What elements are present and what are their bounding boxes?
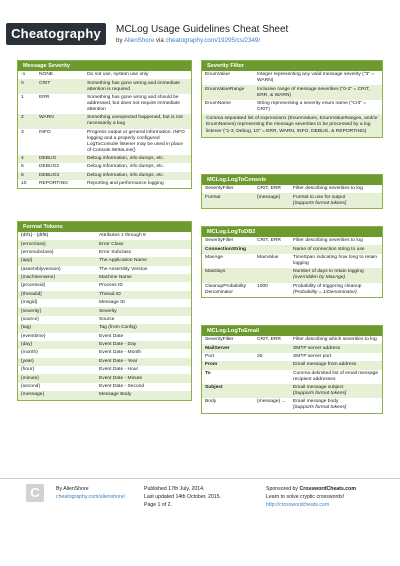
severity-value: 10 — [21, 181, 27, 187]
table-row — [18, 155, 191, 163]
table-row — [18, 383, 191, 391]
token-name: {machinename} — [18, 274, 96, 282]
table-row — [202, 370, 382, 384]
page-title: MCLog Usage Guidelines Cheat Sheet — [116, 24, 289, 35]
setting-default — [254, 245, 290, 253]
severity-name: DEBUG — [36, 155, 84, 163]
setting-description — [290, 185, 382, 193]
token-description: Event Date - Month — [99, 350, 142, 356]
setting-name: ConnectionString — [202, 245, 254, 253]
message-severity-section — [17, 60, 192, 189]
section-title: MCLog.LogToEmail — [202, 326, 382, 336]
setting-name: MaxAge — [205, 254, 223, 260]
cheatography-logo[interactable]: Cheatography — [6, 23, 106, 45]
filter-description: Inclusive range of message severities ("0-2" = CRIT, ERR, & WARN) — [254, 85, 382, 99]
setting-description-text: Email message subject — [293, 385, 344, 391]
token-name: {year} — [18, 358, 96, 366]
table-row — [18, 333, 191, 341]
filter-expression: EnumValueRange — [202, 85, 254, 99]
table-row — [18, 358, 191, 366]
setting-name: Subject — [202, 384, 254, 398]
token-name: {message} — [18, 391, 96, 399]
setting-name: From — [202, 361, 254, 369]
table-row — [202, 71, 382, 85]
token-name: {assemblyversion} — [21, 266, 61, 272]
log-to-console-section — [201, 174, 383, 209]
table-row — [18, 79, 191, 93]
table-row — [202, 100, 382, 114]
section-title: Message Severity — [18, 61, 191, 71]
setting-description — [290, 398, 382, 412]
token-description: Message ID — [99, 300, 126, 306]
severity-name: INFO — [39, 129, 51, 135]
setting-name: CleanupProbability Denominator — [205, 283, 247, 295]
table-row — [202, 398, 382, 412]
token-name: {errorclass} — [18, 240, 96, 248]
severity-name: DEBUG2 — [39, 164, 60, 170]
token-name: {minute} — [18, 374, 96, 382]
setting-default: {message} ... — [257, 399, 286, 405]
table-row — [202, 384, 382, 398]
setting-name: MailServer — [202, 344, 254, 352]
severity-description: Something has gone wrong and should be addressed, but does not require immediate attention — [87, 94, 180, 112]
filter-description: Integer representing any valid message severity ("3" = WARN) — [257, 72, 375, 84]
severity-description: Reporting and performance logging — [87, 181, 164, 187]
setting-default: CRIT, ERR — [257, 186, 281, 192]
setting-description — [290, 237, 382, 245]
severity-name: NONE — [39, 72, 54, 78]
section-title: Severity Filter — [202, 61, 382, 71]
table-row — [18, 374, 191, 382]
sponsor-prefix: Sponsored by — [266, 486, 300, 492]
table-row — [18, 299, 191, 307]
table-row — [18, 266, 191, 274]
setting-name: SeverityFilter — [205, 337, 234, 343]
table-row — [202, 353, 382, 361]
severity-description: Progress output or general information. INFO logging and a properly configured LogToConsole listener may be used in place of Console.WriteLine() — [87, 129, 185, 153]
table-row — [202, 336, 382, 344]
author-avatar-icon: C — [26, 484, 44, 502]
setting-name: SeverityFilter — [205, 186, 234, 192]
severity-value: 2 — [18, 114, 36, 128]
setting-description-text: Email message from address — [293, 362, 357, 368]
table-row — [202, 254, 382, 268]
table-row — [202, 344, 382, 352]
setting-default: CRIT, ERR — [257, 238, 281, 244]
table-row — [18, 282, 191, 290]
severity-name: REPORTING — [39, 181, 68, 187]
table-row — [18, 163, 191, 171]
section-title: MCLog.LogToConsole — [202, 175, 382, 185]
token-name: {errorsubclass} — [21, 249, 54, 255]
filter-description: String representing a severity enum name ("Crit" = CRIT) — [257, 100, 367, 112]
severity-name: DEBUG3 — [36, 172, 84, 180]
table-row — [18, 180, 191, 188]
token-name: {severity} — [18, 307, 96, 315]
log-to-db2-section — [201, 226, 383, 298]
footer-by: By AlienShore — [56, 486, 89, 492]
severity-description: Debug information, info dumps, etc. — [84, 155, 191, 163]
setting-description-text: TimeSpan indicating how long to retain logging — [293, 254, 378, 266]
token-description: Event Date - Year — [96, 358, 191, 366]
severity-name: WARN — [36, 114, 84, 128]
table-row — [202, 268, 382, 282]
format-tokens-section — [17, 221, 192, 401]
setting-default — [254, 384, 290, 398]
severity-description: Debug information, info dumps, etc. — [87, 164, 165, 170]
setting-default — [254, 344, 290, 352]
page-header — [0, 0, 400, 54]
token-description: Severity — [96, 307, 191, 315]
table-row — [18, 316, 191, 324]
table-row — [18, 114, 191, 128]
token-description: Message Body — [96, 391, 191, 399]
token-name: {msgid} — [21, 300, 38, 306]
table-row — [202, 237, 382, 245]
footer-author — [56, 485, 125, 501]
setting-description-text: Filter describing severities to log — [293, 238, 363, 244]
setting-description-text: Filter describing severities to log — [293, 186, 363, 192]
setting-description-text: SMTP server address — [293, 345, 341, 351]
setting-description-text: Email message body — [293, 399, 339, 405]
setting-description — [290, 283, 382, 297]
table-row — [202, 85, 382, 99]
token-name: {source} — [21, 316, 39, 322]
token-description: Event Date - Second — [99, 383, 145, 389]
token-name: {tag} — [18, 324, 96, 332]
table-row — [18, 257, 191, 265]
severity-value: -1 — [21, 72, 26, 78]
format-tokens-table — [18, 232, 191, 400]
setting-default: {message} — [254, 193, 290, 207]
setting-description — [290, 336, 382, 344]
setting-description-text: Probability of triggering cleanup — [293, 283, 362, 289]
table-row — [18, 341, 191, 349]
severity-name: CRIT — [36, 79, 84, 93]
setting-description — [290, 245, 382, 253]
setting-name: Body — [205, 399, 217, 405]
table-row — [18, 71, 191, 79]
setting-description-text: Format to use for output — [293, 194, 346, 200]
footer-dates — [144, 485, 221, 509]
severity-filter-section — [201, 60, 383, 138]
severity-value: 1 — [21, 94, 24, 100]
severity-description: Do not use, system use only — [87, 72, 149, 78]
page-footer — [0, 478, 400, 519]
severity-filter-table — [202, 71, 382, 114]
filter-expression: EnumName — [205, 100, 231, 106]
sponsor-tagline: Learn to solve cryptic crosswords! — [266, 494, 345, 500]
setting-description-note: (overridden by MaxAge) — [293, 275, 346, 281]
author-link[interactable]: AlienShore — [123, 37, 155, 44]
table-row — [202, 245, 382, 253]
section-title: MCLog.LogToDB2 — [202, 227, 382, 237]
setting-description-note: (Probability = 1/Denominator) — [293, 289, 357, 295]
setting-name: Format — [202, 193, 254, 207]
token-name: {threadid} — [18, 291, 96, 299]
token-description: Source — [99, 316, 115, 322]
token-description: Event Date - Hour — [99, 367, 139, 373]
severity-value: 0 — [18, 79, 36, 93]
token-description: Machine Name — [96, 274, 191, 282]
table-row — [18, 366, 191, 374]
table-row — [18, 291, 191, 299]
sponsor-url-link[interactable]: http://crosswordcheats.com — [266, 502, 330, 508]
token-name: {hour} — [21, 367, 35, 373]
token-description: Tag (from Config) — [96, 324, 191, 332]
table-row — [18, 307, 191, 315]
setting-description-text: Number of days to retain logging — [293, 269, 364, 275]
table-row — [18, 240, 191, 248]
byline-prefix: by — [116, 37, 124, 44]
setting-name: SeverityFilter — [205, 238, 234, 244]
page-number: Page 1 of 2. — [144, 502, 172, 508]
token-name: {processid} — [21, 283, 46, 289]
setting-default: MaxValue — [257, 254, 279, 260]
token-description: Attributes 1 through 8 — [99, 233, 146, 239]
token-name: {app} — [18, 257, 96, 265]
setting-description — [290, 384, 382, 398]
log-to-email-table — [202, 336, 382, 413]
table-row — [18, 94, 191, 114]
severity-value: 3 — [21, 129, 24, 135]
section-title: Format Tokens — [18, 222, 191, 232]
table-row — [18, 172, 191, 180]
setting-description-text: Name of connection string to use — [293, 246, 365, 252]
message-severity-table — [18, 71, 191, 188]
setting-default — [254, 361, 290, 369]
table-row — [202, 361, 382, 369]
severity-description: Something has gone wrong and immediate attention is required — [84, 79, 191, 93]
token-description: Event Date - Day — [96, 341, 191, 349]
updated-date: Last updated 14th October, 2015. — [144, 494, 222, 500]
severity-value: 6 — [18, 172, 36, 180]
sponsor-link[interactable]: CrosswordCheats.com — [299, 486, 356, 492]
setting-default — [254, 268, 290, 282]
severity-description: Debug information, info dumps, etc. — [84, 172, 191, 180]
table-row — [202, 185, 382, 193]
token-description: Thread ID — [96, 291, 191, 299]
setting-description-note: [Supports format tokens] — [293, 391, 347, 397]
setting-default — [254, 370, 290, 384]
byline-via: via — [154, 37, 166, 44]
sheet-url-link[interactable]: cheatography.com/19295/cs/2349/ — [165, 37, 261, 44]
token-description: The Assembly Version — [99, 266, 148, 272]
table-row — [18, 274, 191, 282]
setting-description-note: [Supports format tokens] — [293, 405, 347, 411]
setting-description — [290, 370, 382, 384]
setting-description — [290, 344, 382, 352]
setting-description — [290, 268, 382, 282]
table-row — [202, 283, 382, 297]
setting-description — [290, 193, 382, 207]
setting-default: 25 — [257, 353, 263, 359]
token-description: Event Date — [99, 333, 124, 339]
token-description: Event Date - Minute — [96, 374, 191, 382]
severity-name: ERR — [39, 94, 50, 100]
log-to-console-table — [202, 185, 382, 208]
setting-description-text: SMTP server port — [293, 353, 332, 359]
table-row — [202, 193, 382, 207]
token-name: {day} — [18, 341, 96, 349]
setting-name: Port — [205, 353, 214, 359]
severity-filter-note: Comma separated list of expressions (EnumValues, EnumValueRanges, and/or EnumNames) representing the message severities to be processed by a log listener ("1-3, Debug, 10" = ERR, WARN, INFO, DEBUG, & REPORTING) — [202, 114, 382, 137]
token-description: The Application Name — [96, 257, 191, 265]
sponsor-line — [266, 485, 356, 493]
severity-value: 4 — [18, 155, 36, 163]
author-profile-link[interactable]: cheatography.com/alienshore/ — [56, 494, 126, 500]
token-description: Error Class — [96, 240, 191, 248]
footer-sponsor — [266, 485, 356, 509]
log-to-db2-table — [202, 237, 382, 297]
token-name: {second} — [21, 383, 41, 389]
setting-description-text: Comma delimited list of email message recipient addresses — [293, 370, 379, 382]
table-row — [18, 232, 191, 240]
setting-default: 1000 — [257, 283, 268, 289]
table-row — [18, 129, 191, 155]
table-row — [18, 391, 191, 399]
setting-name: To — [205, 370, 211, 376]
token-name: {eventtime} — [21, 333, 46, 339]
setting-description-note: [Supports format tokens] — [293, 200, 347, 206]
setting-name: MaxDays — [202, 268, 254, 282]
published-date: Published 17th July, 2014. — [144, 486, 205, 492]
token-name: {dtf1} - {dtf8} — [21, 233, 49, 239]
setting-description-text: Filter describing which severities to log — [293, 337, 377, 343]
byline — [116, 37, 260, 44]
setting-description — [290, 361, 382, 369]
table-row — [18, 349, 191, 357]
severity-description: Something unexpected happened, but is not necessarily a bug — [84, 114, 191, 128]
token-description: Process ID — [99, 283, 123, 289]
setting-description — [290, 353, 382, 361]
table-row — [18, 249, 191, 257]
token-name: {month} — [21, 350, 38, 356]
table-row — [18, 324, 191, 332]
log-to-email-section — [201, 325, 383, 414]
setting-default: CRIT, ERR — [257, 337, 281, 343]
filter-expression: EnumValue — [205, 72, 230, 78]
severity-value: 5 — [21, 164, 24, 170]
setting-description — [290, 254, 382, 268]
token-description: Error Subclass — [99, 249, 132, 255]
